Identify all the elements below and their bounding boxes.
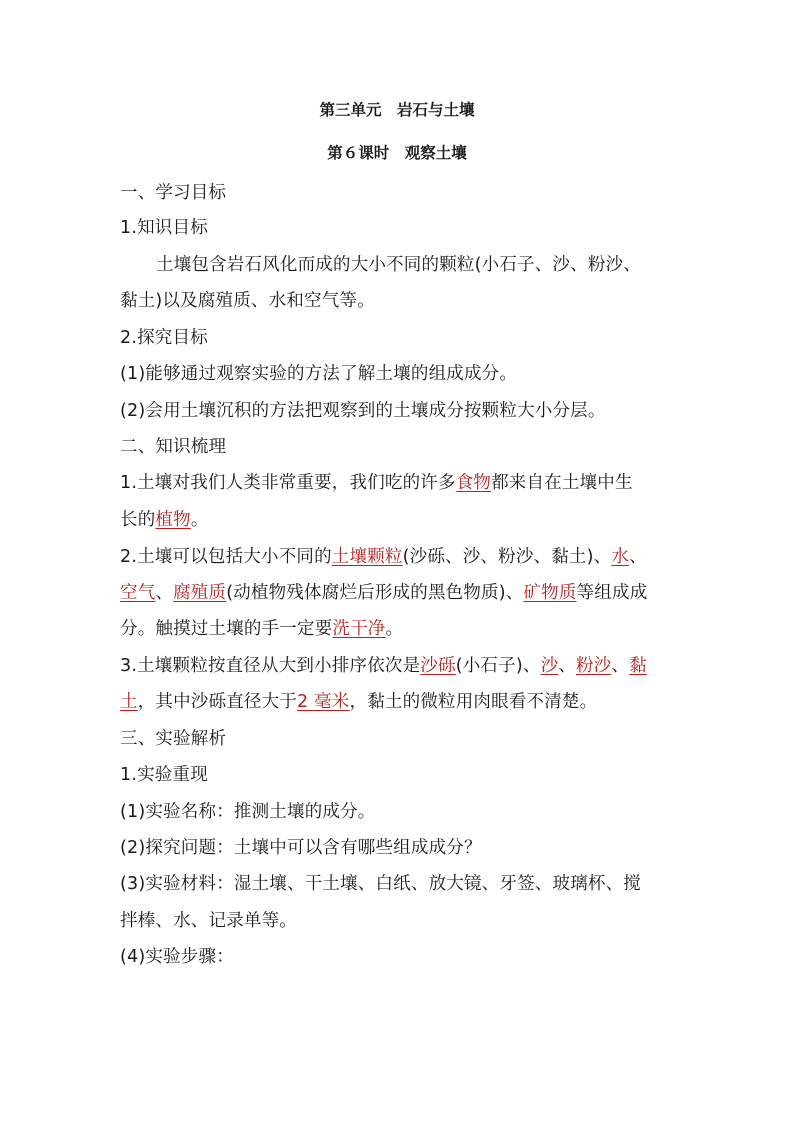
experiment-item-2: (2)探究问题：土壤中可以含有哪些组成成分？ [120,838,482,858]
answer-blank: 粉沙 [575,656,612,676]
text: 长的 [120,510,156,530]
text: 、 [629,547,647,567]
text: 。 [385,619,404,639]
knowledge-objective-line-2: 黏土)以及腐殖质、水和空气等。 [120,291,375,311]
text: (沙砾、沙、粉沙、黏土)、 [402,547,612,567]
section-heading-knowledge: 二、知识梳理 [120,437,227,457]
experiment-item-3-line-1: (3)实验材料：湿土壤、干土壤、白纸、放大镜、牙签、玻璃杯、搅 [120,874,641,894]
answer-blank: 沙 [540,656,559,676]
knowledge-objective-heading: 1.知识目标 [120,218,208,238]
text: (小石子)、 [455,656,541,676]
paragraph-1-line-2 [120,508,209,532]
answer-blank: 腐殖质 [173,583,227,603]
unit-title: 第三单元 岩石与土壤 [319,100,475,119]
knowledge-objective-line-1: 土壤包含岩石风化而成的大小不同的颗粒(小石子、沙、粉沙、 [156,255,641,275]
section-heading-objectives: 一、学习目标 [120,183,227,203]
text: 3.土壤颗粒按直径从大到小排序依次是 [120,656,421,676]
answer-blank: 2 毫米 [297,692,350,712]
paragraph-3-line-2 [120,690,597,714]
text: 、 [155,583,174,603]
paragraph-2-line-3 [120,617,403,641]
text: 都来自在土壤中生 [491,473,633,493]
lesson-title: 第６课时 观察土壤 [327,143,467,162]
experiment-item-3-line-2: 拌棒、水、记录单等。 [120,911,297,931]
answer-blank: 食物 [455,473,492,493]
paragraph-2-line-1 [120,545,647,569]
text: 等组成成 [576,583,648,603]
answer-blank: 植物 [155,510,191,530]
text: 、 [558,656,576,676]
paragraph-2-line-2 [120,581,647,605]
text: 分。触摸过土壤的手一定要 [120,619,333,639]
text: 2.土壤可以包括大小不同的 [120,547,332,567]
answer-blank: 黏 [629,656,647,676]
answer-blank: 洗干净 [332,619,386,639]
experiment-subheading: 1.实验重现 [120,765,208,785]
paragraph-3-line-1 [120,654,647,678]
experiment-item-1: (1)实验名称：推测土壤的成分。 [120,802,376,822]
text: (动植物残体腐烂后形成的黑色物质)、 [226,583,524,603]
text: ，黏土的微粒用肉眼看不清楚。 [349,692,598,712]
text: ，其中沙砾直径大于 [137,692,298,712]
answer-blank: 土 [120,692,138,712]
inquiry-objective-2: (2)会用土壤沉积的方法把观察到的土壤成分按颗粒大小分层。 [120,401,606,421]
answer-blank: 沙砾 [420,656,456,676]
answer-blank: 土壤颗粒 [331,547,403,567]
text: 1.土壤对我们人类非常重要，我们吃的许多 [120,473,456,493]
experiment-item-4: (4)实验步骤： [120,947,234,967]
paragraph-1-line-1 [120,471,633,495]
section-heading-experiment: 三、实验解析 [120,729,227,749]
inquiry-objective-heading: 2.探究目标 [120,328,208,348]
answer-blank: 水 [611,547,630,567]
text: 、 [611,656,630,676]
answer-blank: 矿物质 [523,583,577,603]
text: 。 [190,510,209,530]
inquiry-objective-1: (1)能够通过观察实验的方法了解土壤的组成成分。 [120,364,518,384]
answer-blank: 空气 [120,583,156,603]
